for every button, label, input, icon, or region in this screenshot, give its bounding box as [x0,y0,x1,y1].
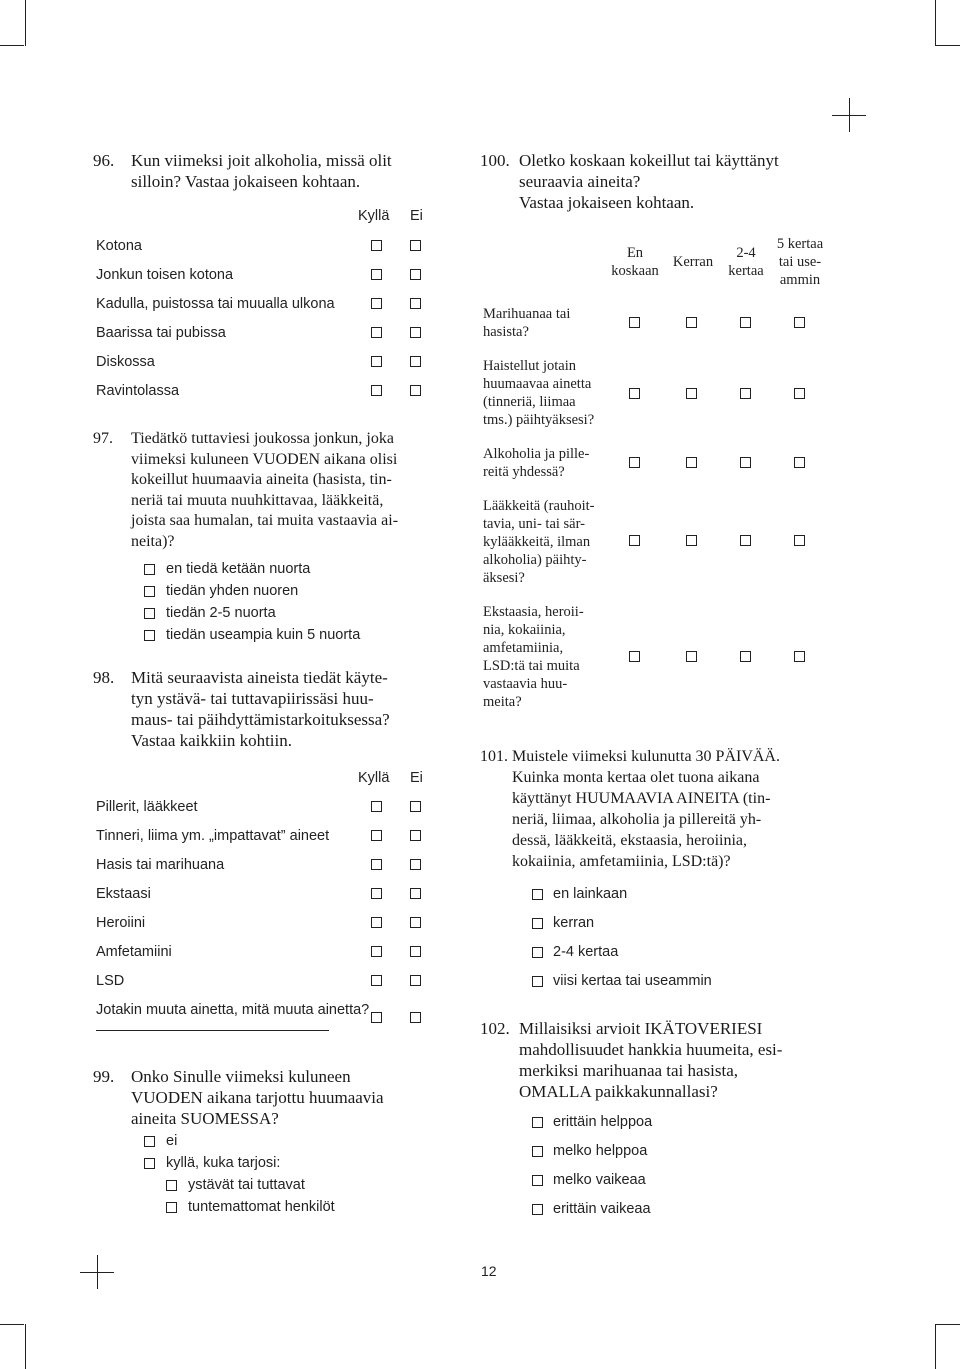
radio-box[interactable] [532,1146,543,1157]
radio-box[interactable] [144,1158,155,1169]
row-label: Ekstaasia, heroii- nia, kokaiinia, amfetamiinia, LSD:tä tai muita vastaavia huu- meita? [483,604,584,710]
column-once: Kerran [672,254,714,270]
row-label: Tinneri, liima ym. „impattavat” aineet [96,828,330,844]
row-label: LSD [96,973,125,989]
checkbox-yes[interactable] [371,946,382,957]
checkbox-no[interactable] [410,888,421,899]
checkbox-no[interactable] [410,356,421,367]
checkbox-never[interactable] [629,457,640,468]
checkbox-yes[interactable] [371,859,382,870]
question-text: Tiedätkö tuttaviesi joukossa jonkun, joka viimeksi kuluneen VUODEN aikana olisi kokeillut huumaavia aineita (hasista, tin- neriä tai muuta nuuhkittavaa, lääkkeitä, joista saa humalan, tai muita vastaavia ai- neita)? [131,430,399,550]
row-label: Pillerit, lääkkeet [96,799,198,815]
radio-box[interactable] [532,1175,543,1186]
radio-box[interactable] [144,564,155,575]
page-number: 12 [481,1263,497,1279]
radio-box[interactable] [532,1117,543,1128]
radio-box[interactable] [144,630,155,641]
checkbox-no[interactable] [410,830,421,841]
checkbox-once[interactable] [686,317,697,328]
row-label: Ekstaasi [96,886,151,902]
row-label: Ravintolassa [96,383,180,399]
checkbox-never[interactable] [629,317,640,328]
row-label: Lääkkeitä (rauhoit- tavia, uni- tai sär- kylääkkeitä, ilman alkoholia) päihty- äksesi? [483,498,595,586]
option-label: tiedän useampia kuin 5 nuorta [166,627,361,643]
column-yes: Kyllä [358,770,390,786]
question-text: Millaisiksi arvioit IKÄTOVERIESI mahdollisuudet hankkia huumeita, esi- merkiksi marihuanaa tai hasista, OMALLA paikkakunnallasi? [519,1019,783,1101]
checkbox-never[interactable] [629,535,640,546]
checkbox-yes[interactable] [371,888,382,899]
checkbox-never[interactable] [629,388,640,399]
option-label: ystävät tai tuttavat [188,1177,305,1193]
question-number: 97. [93,430,113,447]
radio-box[interactable] [144,1136,155,1147]
column-5-or-more: 5 kertaa tai use- ammin [776,236,824,288]
row-label: Alkoholia ja pille- reitä yhdessä? [483,446,590,480]
checkbox-yes[interactable] [371,1012,382,1023]
radio-box[interactable] [144,608,155,619]
checkbox-no[interactable] [410,385,421,396]
row-label: Hasis tai marihuana [96,857,225,873]
column-no: Ei [410,770,423,786]
option-label: tuntemattomat henkilöt [188,1199,335,1215]
checkbox-yes[interactable] [371,917,382,928]
checkbox-2-4[interactable] [740,388,751,399]
radio-box[interactable] [532,976,543,987]
row-label: Jotakin muuta ainetta, mitä muuta ainetta? [96,1002,370,1018]
checkbox-yes[interactable] [371,356,382,367]
checkbox-5-plus[interactable] [794,317,805,328]
checkbox[interactable] [166,1180,177,1191]
option-label: kerran [553,915,595,931]
checkbox-no[interactable] [410,859,421,870]
checkbox-yes[interactable] [371,269,382,280]
checkbox-yes[interactable] [371,975,382,986]
checkbox-no[interactable] [410,298,421,309]
checkbox-once[interactable] [686,535,697,546]
checkbox-yes[interactable] [371,240,382,251]
checkbox-no[interactable] [410,1012,421,1023]
checkbox-never[interactable] [629,651,640,662]
checkbox[interactable] [166,1202,177,1213]
checkbox-2-4[interactable] [740,457,751,468]
option-label: viisi kertaa tai useammin [553,973,712,989]
row-label: Amfetamiini [96,944,172,960]
option-label: erittäin vaikeaa [553,1201,651,1217]
option-label: melko helppoa [553,1143,648,1159]
checkbox-no[interactable] [410,917,421,928]
checkbox-no[interactable] [410,240,421,251]
row-label: Jonkun toisen kotona [96,267,234,283]
question-number: 96. [93,151,115,170]
question-text: Mitä seuraavista aineista tiedät käyte- tyn ystävä- tai tuttavapiirissäsi huu- maus- tai päihdyttämistarkoituksessa? Vastaa kaikkiin kohtiin. [131,668,390,750]
option-label: ei [166,1133,178,1149]
checkbox-yes[interactable] [371,327,382,338]
question-text: Kun viimeksi joit alkoholia, missä olit silloin? Vastaa jokaiseen kohtaan. [131,151,392,191]
checkbox-2-4[interactable] [740,535,751,546]
question-number: 100. [480,151,510,170]
option-label: 2-4 kertaa [553,944,619,960]
checkbox-no[interactable] [410,269,421,280]
question-number: 99. [93,1067,115,1086]
checkbox-once[interactable] [686,651,697,662]
radio-box[interactable] [532,918,543,929]
checkbox-no[interactable] [410,946,421,957]
checkbox-5-plus[interactable] [794,651,805,662]
checkbox-yes[interactable] [371,801,382,812]
checkbox-no[interactable] [410,975,421,986]
checkbox-yes[interactable] [371,830,382,841]
row-label: Baarissa tai pubissa [96,325,226,341]
column-yes: Kyllä [358,208,390,224]
question-number: 102. [480,1019,510,1038]
question-text: Onko Sinulle viimeksi kuluneen VUODEN aikana tarjottu huumaavia aineita SUOMESSA? [131,1067,384,1128]
radio-box[interactable] [532,1204,543,1215]
column-2-4-times: 2-4 kertaa [728,245,764,279]
row-label: Haistellut jotain huumaavaa ainetta (tinneriä, liimaa tms.) päihtyäksesi? [483,358,595,428]
radio-box[interactable] [144,586,155,597]
checkbox-once[interactable] [686,457,697,468]
option-label: kyllä, kuka tarjosi: [166,1155,281,1171]
checkbox-2-4[interactable] [740,317,751,328]
checkbox-yes[interactable] [371,385,382,396]
checkbox-5-plus[interactable] [794,388,805,399]
question-number: 98. [93,668,115,687]
column-no: Ei [410,208,423,224]
radio-box[interactable] [532,947,543,958]
row-label: Diskossa [96,354,155,370]
option-label: tiedän 2-5 nuorta [166,605,276,621]
row-label: Kadulla, puistossa tai muualla ulkona [96,296,335,312]
radio-box[interactable] [532,889,543,900]
write-in-line[interactable] [96,1030,329,1031]
column-never: En koskaan [611,245,659,279]
option-label: tiedän yhden nuoren [166,583,299,599]
checkbox-5-plus[interactable] [794,535,805,546]
checkbox-no[interactable] [410,327,421,338]
row-label: Heroiini [96,915,146,931]
checkbox-no[interactable] [410,801,421,812]
option-label: melko vaikeaa [553,1172,646,1188]
option-label: en tiedä ketään nuorta [166,561,311,577]
checkbox-2-4[interactable] [740,651,751,662]
question-text: Muistele viimeksi kulunutta 30 PÄIVÄÄ. Kuinka monta kertaa olet tuona aikana käyttänyt HUUMAAVIA AINEITA (tin- neriä, liimaa, alkoholia ja pillereitä yh- dessä, lääkkeitä, ekstaasia, heroiinia, kokaiinia, amfetamiinia, LSD:tä)? [512,748,780,870]
question-text: Oletko koskaan kokeillut tai käyttänyt seuraavia aineita? Vastaa jokaiseen kohtaan. [519,151,779,212]
question-number: 101. [480,748,508,765]
checkbox-yes[interactable] [371,298,382,309]
row-label: Kotona [96,238,142,254]
option-label: en lainkaan [553,886,628,902]
checkbox-once[interactable] [686,388,697,399]
row-label: Marihuanaa tai hasista? [483,306,571,340]
option-label: erittäin helppoa [553,1114,653,1130]
checkbox-5-plus[interactable] [794,457,805,468]
